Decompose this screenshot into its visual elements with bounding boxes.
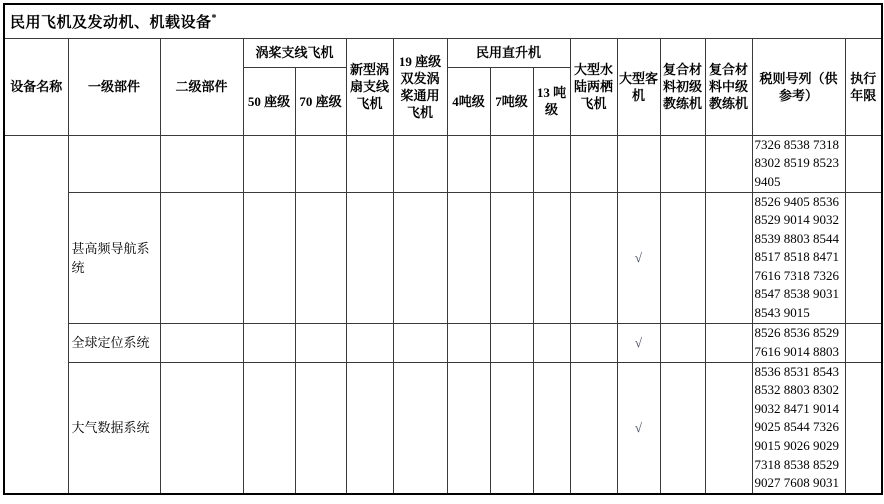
empty-cell [346, 135, 393, 192]
empty-cell [705, 135, 752, 192]
table-title-row [4, 4, 882, 38]
large-passenger-check-cell: √ [617, 192, 660, 323]
empty-cell [243, 362, 295, 494]
table-title-asterisk: * [211, 12, 218, 24]
col-header-tariff-ref: 税则号列（供参考） [752, 38, 845, 135]
col-header-exec-years: 执行年限 [845, 38, 882, 135]
device-name-cell [4, 135, 68, 494]
table-title [4, 4, 882, 38]
empty-cell [447, 362, 490, 494]
exec-years-cell [845, 323, 882, 362]
col-header-new-turbofan-regional: 新型涡扇支线飞机 [346, 38, 393, 135]
level2-part-cell [160, 192, 243, 323]
col-header-composite-intermediate-trainer: 复合材料中级教练机 [705, 38, 752, 135]
empty-cell [393, 135, 447, 192]
level2-part-cell [160, 135, 243, 192]
empty-cell [533, 362, 570, 494]
empty-cell [295, 362, 346, 494]
col-header-device-name: 设备名称 [4, 38, 68, 135]
empty-cell [447, 323, 490, 362]
empty-cell [447, 135, 490, 192]
col-header-13-ton: 13 吨级 [533, 67, 570, 135]
col-header-70-seat: 70 座级 [295, 67, 346, 135]
header-group-row [4, 38, 882, 67]
empty-cell [533, 192, 570, 323]
empty-cell [533, 135, 570, 192]
empty-cell [393, 362, 447, 494]
empty-cell [660, 135, 705, 192]
tariff-codes-cell: 8526 9405 8536 8529 9014 9032 8539 8803 8544 8517 8518 8471 7616 7318 7326 8547 8538 9031 8543 9015 [752, 192, 845, 323]
empty-cell [346, 362, 393, 494]
exec-years-cell [845, 135, 882, 192]
col-header-level1-part: 一级部件 [68, 38, 160, 135]
empty-cell [447, 192, 490, 323]
table-title-text: 民用飞机及发动机、机载设备 [10, 14, 212, 31]
table-row [4, 362, 882, 494]
level1-part-cell: 甚高频导航系统 [68, 192, 160, 323]
empty-cell [490, 192, 533, 323]
col-header-large-amphibious: 大型水陆两栖飞机 [570, 38, 617, 135]
exec-years-cell [845, 192, 882, 323]
tariff-codes-cell: 7326 8538 7318 8302 8519 8523 9405 [752, 135, 845, 192]
empty-cell [243, 323, 295, 362]
large-passenger-check-cell: √ [617, 362, 660, 494]
empty-cell [490, 362, 533, 494]
empty-cell [570, 323, 617, 362]
col-header-50-seat: 50 座级 [243, 67, 295, 135]
empty-cell [570, 192, 617, 323]
empty-cell [346, 192, 393, 323]
level2-part-cell [160, 362, 243, 494]
empty-cell [243, 192, 295, 323]
empty-cell [705, 323, 752, 362]
empty-cell [705, 192, 752, 323]
empty-cell [705, 362, 752, 494]
empty-cell [490, 135, 533, 192]
empty-cell [295, 192, 346, 323]
empty-cell [393, 323, 447, 362]
empty-cell [570, 362, 617, 494]
level2-part-cell [160, 323, 243, 362]
level1-part-cell: 大气数据系统 [68, 362, 160, 494]
empty-cell [660, 323, 705, 362]
col-header-level2-part: 二级部件 [160, 38, 243, 135]
empty-cell [660, 192, 705, 323]
col-group-turboprop-regional: 涡桨支线飞机 [243, 38, 346, 67]
tariff-codes-cell: 8536 8531 8543 8532 8803 8302 9032 8471 9014 9025 8544 7326 9015 9026 9029 7318 8538 8529 9027 7608 9031 [752, 362, 845, 494]
level1-part-cell: 全球定位系统 [68, 323, 160, 362]
large-passenger-check-cell [617, 135, 660, 192]
empty-cell [295, 323, 346, 362]
col-header-composite-primary-trainer: 复合材料初级教练机 [660, 38, 705, 135]
col-header-large-passenger: 大型客机 [617, 38, 660, 135]
large-passenger-check-cell: √ [617, 323, 660, 362]
empty-cell [490, 323, 533, 362]
empty-cell [393, 192, 447, 323]
equipment-tariff-table [3, 3, 883, 495]
empty-cell [243, 135, 295, 192]
col-group-civil-helicopter: 民用直升机 [447, 38, 570, 67]
col-header-4-ton: 4吨级 [447, 67, 490, 135]
empty-cell [533, 323, 570, 362]
level1-part-cell [68, 135, 160, 192]
col-header-19seat-twin-turboprop: 19 座级双发涡桨通用飞机 [393, 38, 447, 135]
tariff-codes-cell: 8526 8536 8529 7616 9014 8803 [752, 323, 845, 362]
table-row [4, 135, 882, 192]
col-header-7-ton: 7吨级 [490, 67, 533, 135]
empty-cell [660, 362, 705, 494]
empty-cell [295, 135, 346, 192]
table-row [4, 192, 882, 323]
exec-years-cell [845, 362, 882, 494]
empty-cell [346, 323, 393, 362]
table-row [4, 323, 882, 362]
empty-cell [570, 135, 617, 192]
